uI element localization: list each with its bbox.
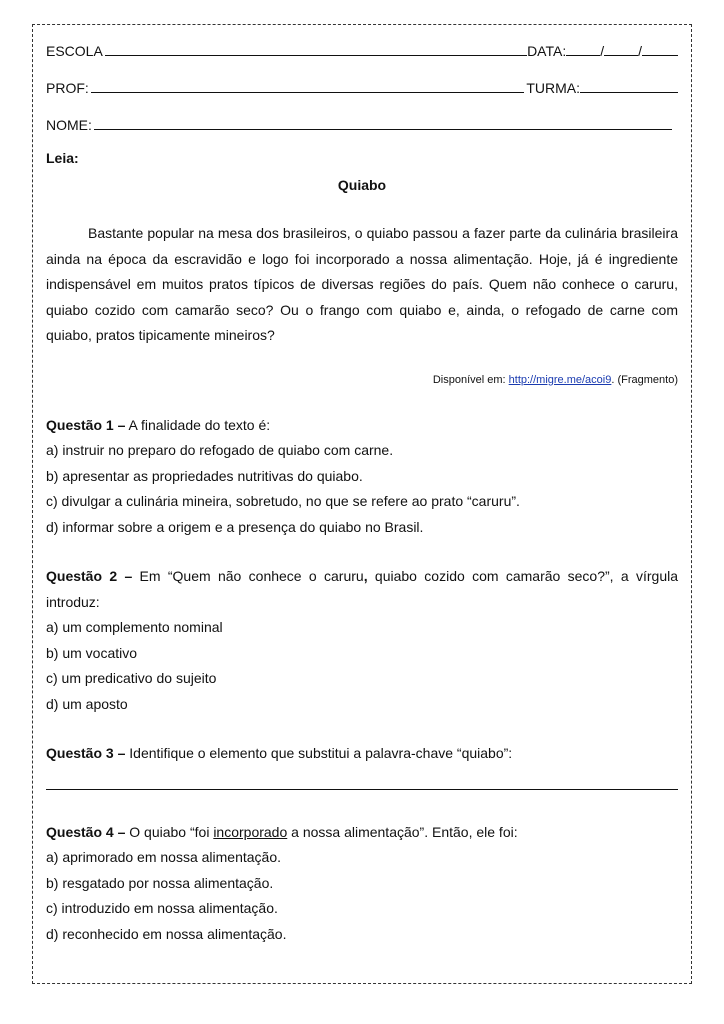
- question-4-text-after: a nossa alimentação”. Então, ele foi:: [287, 823, 518, 840]
- source-link[interactable]: http://migre.me/acoi9: [508, 373, 612, 386]
- worksheet-content: [46, 39, 678, 947]
- option-b[interactable]: b) um vocativo: [46, 644, 138, 661]
- question-2: [46, 564, 678, 717]
- date-year-blank[interactable]: [642, 55, 678, 56]
- date-month-blank[interactable]: [604, 55, 638, 56]
- name-row: [46, 113, 678, 133]
- school-field[interactable]: [105, 55, 527, 56]
- question-2-label: Questão 2 –: [46, 568, 133, 584]
- source-citation: [46, 374, 678, 386]
- question-2-text-after: quiabo cozido com camarão seco?”, a vírgula introduz:: [46, 568, 678, 610]
- option-b[interactable]: b) resgatado por nossa alimentação.: [46, 874, 274, 891]
- question-1-text: A finalidade do texto é:: [125, 416, 271, 433]
- question-4: [46, 820, 678, 948]
- date-day-blank[interactable]: [566, 55, 600, 56]
- option-d[interactable]: d) um aposto: [46, 695, 128, 712]
- option-a[interactable]: a) instruir no preparo do refogado de quiabo com carne.: [46, 442, 394, 458]
- question-4-label: Questão 4 –: [46, 823, 126, 840]
- name-label: NOME:: [46, 117, 92, 133]
- name-field[interactable]: [94, 129, 672, 130]
- class-field[interactable]: [580, 92, 678, 93]
- school-row: [46, 39, 678, 59]
- source-suffix: . (Fragmento): [611, 373, 678, 386]
- question-2-text-before: Em “Quem não conhece o caruru: [132, 568, 364, 584]
- source-prefix: Disponível em:: [432, 373, 509, 386]
- worksheet-border: [32, 24, 692, 984]
- date-separator: /: [600, 43, 605, 59]
- question-3: [46, 741, 678, 790]
- text-title: Quiabo: [337, 177, 387, 193]
- teacher-field[interactable]: [91, 92, 525, 93]
- question-3-label: Questão 3 –: [46, 745, 126, 761]
- question-3-stem: [46, 741, 678, 767]
- option-d[interactable]: d) informar sobre a origem e a presença do quiabo no Brasil.: [46, 518, 424, 535]
- reading-passage: Bastante popular na mesa dos brasileiros, o quiabo passou a fazer parte da culinária brasileira ainda na época da escravidão e logo foi incorporado a nossa alimentação. Hoje, já é ingrediente indispensável em muitos pratos típicos de diversas regiões do país. Quem não conhece o caruru, quiabo cozido com camarão seco? Ou o frango com quiabo e, ainda, o refogado de carne com quiabo, pratos tipicamente mineiros?: [46, 225, 678, 343]
- question-4-underlined-word: incorporado: [213, 823, 288, 840]
- question-3-answer-line[interactable]: [46, 789, 678, 790]
- question-1: [46, 413, 678, 541]
- option-c[interactable]: c) introduzido em nossa alimentação.: [46, 900, 278, 916]
- question-3-text: Identifique o elemento que substitui a palavra-chave “quiabo”:: [125, 745, 513, 761]
- question-2-comma: ,: [363, 568, 368, 584]
- school-label: ESCOLA: [46, 43, 103, 59]
- teacher-label: PROF:: [46, 80, 89, 96]
- teacher-row: [46, 76, 678, 96]
- option-d[interactable]: d) reconhecido em nossa alimentação.: [46, 925, 287, 942]
- date-separator: /: [638, 43, 642, 59]
- option-b[interactable]: b) apresentar as propriedades nutritivas do quiabo.: [46, 467, 363, 484]
- reading-instruction: Leia:: [46, 150, 79, 166]
- class-label: TURMA:: [526, 80, 580, 96]
- question-1-label: Questão 1 –: [46, 416, 126, 433]
- option-c[interactable]: c) divulgar a culinária mineira, sobretudo, no que se refere ao prato “caruru”.: [46, 493, 520, 509]
- date-field[interactable]: [527, 43, 678, 59]
- question-4-text-before: O quiabo “foi: [125, 823, 214, 840]
- option-c[interactable]: c) um predicativo do sujeito: [46, 670, 217, 686]
- option-a[interactable]: a) aprimorado em nossa alimentação.: [46, 849, 282, 865]
- question-1-stem: [46, 413, 678, 439]
- question-4-stem: [46, 820, 678, 846]
- question-2-stem: [46, 564, 678, 615]
- date-label: DATA:: [527, 43, 567, 59]
- option-a[interactable]: a) um complemento nominal: [46, 619, 223, 635]
